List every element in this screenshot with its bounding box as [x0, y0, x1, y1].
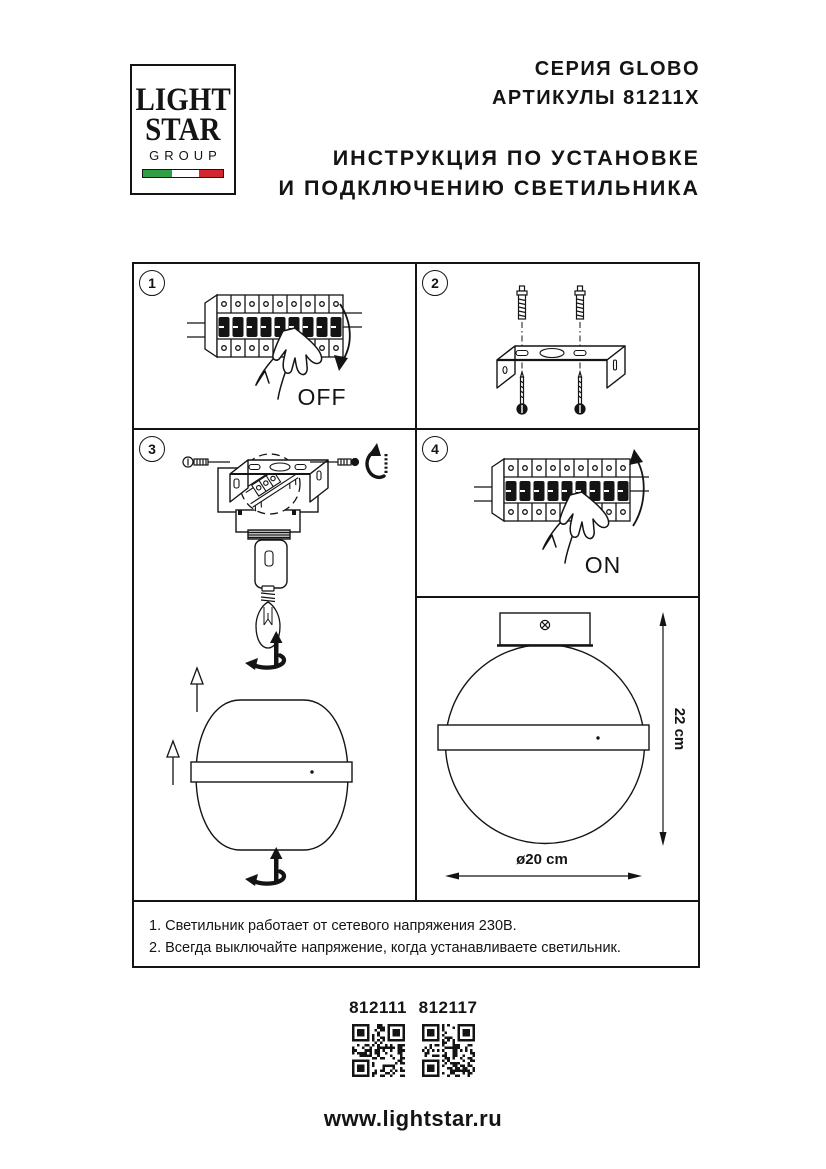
step-4-number: 4 [431, 441, 439, 457]
step-1-number: 1 [148, 275, 156, 291]
lamp-socket [255, 540, 287, 588]
height-dimension [660, 612, 667, 846]
diameter-dimension-label: ø20 cm [516, 851, 568, 868]
step-2-number: 2 [431, 275, 439, 291]
wall-plug-icons [517, 286, 585, 319]
glass-sphere-drawing [191, 700, 352, 850]
website-url: www.lightstar.ru [323, 1106, 503, 1131]
threaded-collar [248, 530, 290, 539]
flag-red-segment [199, 170, 223, 177]
step-3-number: 3 [148, 441, 156, 457]
on-arrow-icon [629, 449, 644, 526]
step-2-badge [422, 270, 448, 296]
product-812111 [351, 998, 405, 1077]
logo-group: GROUP [149, 148, 222, 164]
screw-icons [517, 372, 585, 414]
flag-green-segment [143, 170, 172, 177]
lightstar-logo [130, 64, 236, 195]
instruction-title-line2: И ПОДКЛЮЧЕНИЮ СВЕТИЛЬНИКА [278, 176, 700, 200]
diameter-dimension [445, 873, 642, 880]
note-line-2: 2. Всегда выключайте напряжение, когда устанавливаете светильник. [149, 940, 621, 956]
step4-breaker-on-drawing [417, 430, 698, 596]
off-label: OFF [297, 384, 347, 410]
italian-flag-bar [142, 169, 224, 178]
logo-star: STAR [145, 112, 221, 148]
sphere-band [438, 725, 649, 750]
qr-code-2 [422, 1024, 475, 1077]
step-4-badge [422, 436, 448, 462]
series-title: СЕРИЯ GLOBO [534, 58, 700, 80]
step1-breaker-off-drawing [134, 264, 415, 428]
step-3-badge [139, 436, 165, 462]
header-titles [279, 58, 700, 201]
instruction-grid [132, 262, 700, 968]
safety-notes [134, 902, 698, 966]
flag-white-segment [172, 170, 199, 177]
articles-title: АРТИКУЛЫ 81211X [491, 87, 700, 109]
side-screw-left [183, 457, 230, 467]
product-codes [0, 998, 826, 1077]
logo-light: LIGHT [135, 81, 231, 118]
ceiling-plate [497, 613, 593, 646]
product-code-2: 812117 [418, 998, 478, 1017]
on-label: ON [584, 552, 622, 578]
assembled-lamp-dimension-drawing [417, 598, 698, 900]
step-1-badge [139, 270, 165, 296]
note-line-1: 1. Светильник работает от сетевого напряжения 230В. [149, 918, 517, 934]
step3-assembly-drawing [134, 430, 415, 900]
turn-screw-icon [367, 443, 386, 477]
product-812117 [418, 998, 478, 1077]
instruction-title-line1: ИНСТРУКЦИЯ ПО УСТАНОВКЕ [332, 146, 700, 170]
height-dimension-label: 22 cm [671, 707, 688, 751]
qr-code-1 [352, 1024, 405, 1077]
mounting-bracket-drawing [497, 346, 625, 388]
product-code-1: 812111 [349, 998, 407, 1017]
step2-bracket-mounting-drawing [417, 264, 698, 428]
